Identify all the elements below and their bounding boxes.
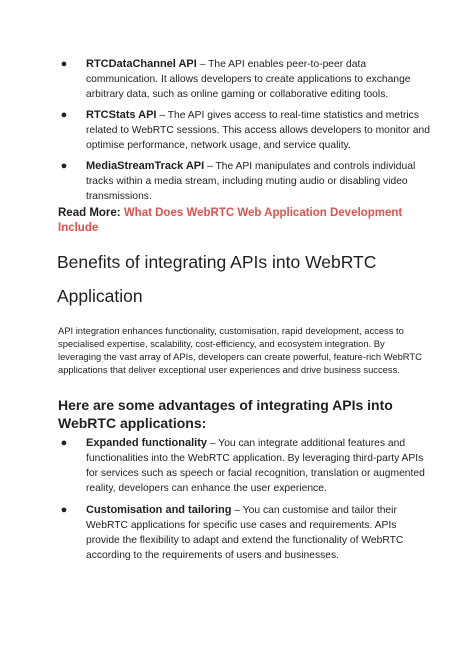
read-more-line (58, 206, 430, 236)
list-item (58, 436, 430, 496)
bullet-icon: ● (60, 109, 68, 121)
api-bullet-list (58, 57, 430, 210)
list-item-term: Expanded functionality (86, 437, 208, 449)
list-item-term: RTCDataChannel API (86, 58, 197, 70)
list-item-term: RTCStats API (86, 109, 157, 121)
list-item-description: – You can customise and tailor their WebRTC applications for specific use cases and requirements. APIs provide the flexibility to adapt and extend the functionality of WebRTC according to the requirements of users and businesses. (86, 505, 404, 561)
bullet-icon: ● (60, 58, 68, 70)
list-item (58, 108, 430, 153)
section-heading-benefits-line1: Benefits of integrating APIs into WebRTC (57, 252, 377, 272)
advantages-bullet-list (58, 436, 430, 570)
list-item (58, 57, 430, 102)
advantages-heading: Here are some advantages of integrating APIs into WebRTC applications: (58, 397, 393, 431)
read-more-prefix: Read More: (58, 207, 124, 219)
list-item (58, 159, 430, 204)
list-item-description: – The API gives access to real-time statistics and metrics related to WebRTC sessions. This access allows developers to monitor and optimise performance, network usage, and service quality. (86, 110, 430, 151)
intro-paragraph: API integration enhances functionality, customisation, rapid development, access to specialised expertise, scalability, cost-efficiency, and ecosystem integration. By leveraging the vast array of APIs, developers can create powerful, feature-rich WebRTC applications that deliver exceptional user experiences and drive business success. (58, 325, 422, 375)
list-item-description: – The API manipulates and controls individual tracks within a media stream, including muting audio or disabling video transmissions. (86, 161, 416, 202)
bullet-icon: ● (60, 160, 68, 172)
bullet-icon: ● (60, 437, 68, 449)
section-heading-benefits-line2: Application (57, 286, 143, 306)
read-more-link[interactable]: What Does WebRTC Web Application Development Include (58, 207, 403, 234)
bullet-icon: ● (60, 504, 68, 516)
list-item-term: Customisation and tailoring (86, 504, 232, 516)
list-item-description: – The API enables peer-to-peer data communication. It allows developers to create applications to exchange arbitrary data, such as online gaming or collaborative editing tools. (86, 59, 411, 100)
list-item-term: MediaStreamTrack API (86, 160, 205, 172)
list-item-description: – You can integrate additional features and functionalities into the WebRTC application. By leveraging third-party APIs for services such as speech or facial recognition, translation or augmented reality, developers can enhance the user experience. (86, 438, 425, 494)
list-item (58, 503, 430, 563)
